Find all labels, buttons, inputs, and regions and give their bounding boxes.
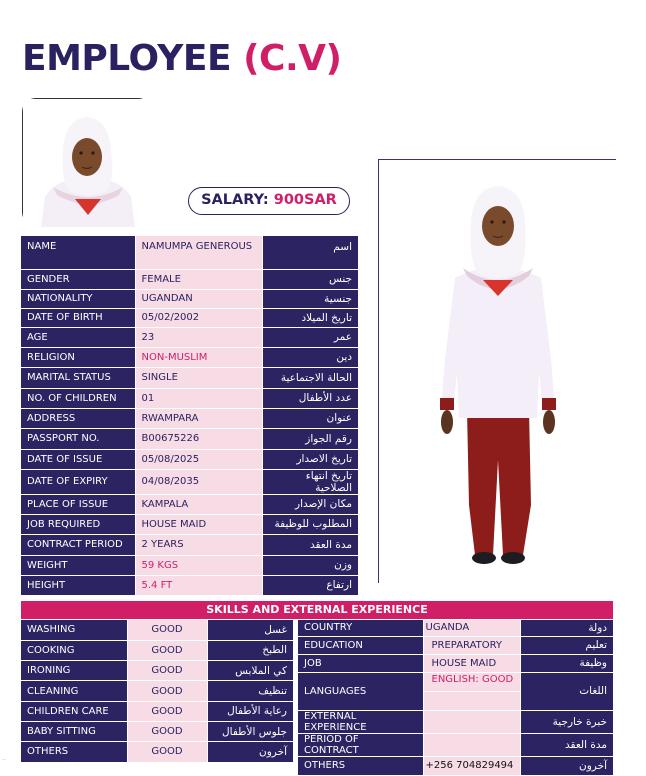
full-body-photo xyxy=(378,159,616,583)
info-arabic: دين xyxy=(262,347,358,367)
skill-label: OTHERS xyxy=(21,742,127,762)
portrait-image-icon xyxy=(23,99,153,227)
info-row-marital-status xyxy=(21,367,358,388)
skill-row xyxy=(21,721,293,741)
info-row-dob xyxy=(21,308,358,327)
info-label: WEIGHT xyxy=(21,555,135,575)
info-value: 59 KGS xyxy=(135,555,262,575)
info-label: CONTRACT PERIOD xyxy=(21,534,135,555)
skill-value: GOOD xyxy=(127,620,207,640)
info-row-nationality xyxy=(21,289,358,308)
info-value: B00675226 xyxy=(135,428,262,449)
skill-value: GOOD xyxy=(127,681,207,701)
info-label: NATIONALITY xyxy=(21,289,135,308)
info-arabic: عنوان xyxy=(262,408,358,428)
experience-value: HOUSE MAID xyxy=(423,654,520,672)
experience-value-cell xyxy=(423,672,520,710)
info-row-contract-period xyxy=(21,534,358,555)
experience-row-job xyxy=(298,654,613,672)
info-value: 05/08/2025 xyxy=(135,449,262,469)
info-value: HOUSE MAID xyxy=(135,514,262,534)
info-arabic: تاريخ انتهاء الصلاحية xyxy=(262,469,358,494)
info-row-height xyxy=(21,575,358,595)
skill-row xyxy=(21,640,293,660)
info-value: 04/08/2035 xyxy=(135,469,262,494)
skill-arabic: آخرون xyxy=(207,742,293,762)
info-arabic: الحالة الاجتماعية xyxy=(262,367,358,388)
info-label: NO. OF CHILDREN xyxy=(21,388,135,408)
skill-arabic: تنظيف xyxy=(207,681,293,701)
experience-label: PERIOD OF CONTRACT xyxy=(298,733,423,756)
info-arabic: مكان الإصدار xyxy=(262,494,358,514)
experience-arabic: آخرون xyxy=(520,756,613,775)
experience-table xyxy=(298,620,613,776)
skill-arabic: رعاية الأطفال xyxy=(207,701,293,721)
experience-value xyxy=(423,710,520,733)
skill-arabic: الطبخ xyxy=(207,640,293,660)
experience-row-education xyxy=(298,636,613,654)
info-arabic: عمر xyxy=(262,327,358,347)
info-arabic: جنسية xyxy=(262,289,358,308)
experience-arabic: اللغات xyxy=(520,672,613,710)
info-value: 23 xyxy=(135,327,262,347)
info-value: NON-MUSLIM xyxy=(135,347,262,367)
info-arabic: المطلوب للوظيفة xyxy=(262,514,358,534)
info-value: KAMPALA xyxy=(135,494,262,514)
info-arabic: تاريخ الميلاد xyxy=(262,308,358,327)
info-row-name xyxy=(21,236,358,269)
experience-row-others xyxy=(298,756,613,775)
info-value: 2 YEARS xyxy=(135,534,262,555)
info-row-weight xyxy=(21,555,358,575)
info-arabic: وزن xyxy=(262,555,358,575)
info-label: DATE OF ISSUE xyxy=(21,449,135,469)
info-label: HEIGHT xyxy=(21,575,135,595)
info-arabic: عدد الأطفال xyxy=(262,388,358,408)
experience-arabic: وظيفة xyxy=(520,654,613,672)
full-body-image-icon xyxy=(379,160,617,584)
experience-label: LANGUAGES xyxy=(298,672,423,710)
info-label: JOB REQUIRED xyxy=(21,514,135,534)
skill-row xyxy=(21,742,293,762)
experience-value: UGANDA xyxy=(423,620,520,636)
info-row-gender xyxy=(21,269,358,289)
info-arabic: تاريخ الاصدار xyxy=(262,449,358,469)
info-label: MARITAL STATUS xyxy=(21,367,135,388)
experience-row-languages xyxy=(298,672,613,710)
experience-row-period xyxy=(298,733,613,756)
experience-label: JOB xyxy=(298,654,423,672)
info-label: GENDER xyxy=(21,269,135,289)
info-label: RELIGION xyxy=(21,347,135,367)
skill-label: CHILDREN CARE xyxy=(21,701,127,721)
skills-section-heading: SKILLS AND EXTERNAL EXPERIENCE xyxy=(21,601,613,619)
page-title xyxy=(22,38,341,79)
info-arabic: ارتفاع xyxy=(262,575,358,595)
info-label: DATE OF EXPIRY xyxy=(21,469,135,494)
skill-label: COOKING xyxy=(21,640,127,660)
salary-badge xyxy=(188,187,350,215)
page-marker: ·· xyxy=(2,757,6,764)
skill-value: GOOD xyxy=(127,721,207,741)
experience-value: PREPARATORY xyxy=(423,636,520,654)
skills-table xyxy=(21,620,293,763)
info-arabic: مدة العقد xyxy=(262,534,358,555)
info-row-children xyxy=(21,388,358,408)
skill-row xyxy=(21,620,293,640)
experience-arabic: مدة العقد xyxy=(520,733,613,756)
title-accent: (C.V) xyxy=(243,38,342,79)
experience-label: EXTERNAL EXPERIENCE xyxy=(298,710,423,733)
info-value: UGANDAN xyxy=(135,289,262,308)
skill-row xyxy=(21,681,293,701)
info-label: DATE OF BIRTH xyxy=(21,308,135,327)
info-label: NAME xyxy=(21,236,135,269)
info-label: AGE xyxy=(21,327,135,347)
skill-row xyxy=(21,701,293,721)
info-value: FEMALE xyxy=(135,269,262,289)
language-second xyxy=(424,691,522,709)
salary-label: SALARY: xyxy=(201,192,269,208)
skill-label: BABY SITTING xyxy=(21,721,127,741)
experience-arabic: خبرة خارجية xyxy=(520,710,613,733)
skill-value: GOOD xyxy=(127,701,207,721)
info-row-date-of-expiry xyxy=(21,469,358,494)
experience-label: EDUCATION xyxy=(298,636,423,654)
personal-info-table xyxy=(21,236,358,596)
info-row-place-of-issue xyxy=(21,494,358,514)
skill-arabic: غسل xyxy=(207,620,293,640)
info-value: 5.4 FT xyxy=(135,575,262,595)
experience-arabic: دولة xyxy=(520,620,613,636)
experience-value xyxy=(423,733,520,756)
info-label: PLACE OF ISSUE xyxy=(21,494,135,514)
skill-label: IRONING xyxy=(21,661,127,681)
info-row-address xyxy=(21,408,358,428)
experience-label: OTHERS xyxy=(298,756,423,775)
portrait-photo xyxy=(22,98,152,226)
phone-number: +256 704829494 xyxy=(423,756,520,775)
experience-arabic: تعليم xyxy=(520,636,613,654)
experience-row-country xyxy=(298,620,613,636)
info-row-job-required xyxy=(21,514,358,534)
experience-row-external xyxy=(298,710,613,733)
info-label: PASSPORT NO. xyxy=(21,428,135,449)
info-row-religion xyxy=(21,347,358,367)
info-value: 01 xyxy=(135,388,262,408)
info-value: 05/02/2002 xyxy=(135,308,262,327)
skill-value: GOOD xyxy=(127,640,207,660)
info-arabic: اسم xyxy=(262,236,358,269)
skill-value: GOOD xyxy=(127,742,207,762)
skill-arabic: كي الملابس xyxy=(207,661,293,681)
info-row-passport xyxy=(21,428,358,449)
skill-label: CLEANING xyxy=(21,681,127,701)
salary-amount: 900SAR xyxy=(273,192,337,208)
language-english: ENGLISH: GOOD xyxy=(431,673,514,685)
info-arabic: جنس xyxy=(262,269,358,289)
info-row-date-of-issue xyxy=(21,449,358,469)
info-label: ADDRESS xyxy=(21,408,135,428)
info-value: RWAMPARA xyxy=(135,408,262,428)
skill-value: GOOD xyxy=(127,661,207,681)
skill-label: WASHING xyxy=(21,620,127,640)
info-arabic: رقم الجواز xyxy=(262,428,358,449)
info-value: NAMUMPA GENEROUS xyxy=(135,236,262,269)
info-value: SINGLE xyxy=(135,367,262,388)
experience-label: COUNTRY xyxy=(298,620,423,636)
info-row-age xyxy=(21,327,358,347)
skill-row xyxy=(21,661,293,681)
title-main: EMPLOYEE xyxy=(22,38,232,79)
skill-arabic: جلوس الأطفال xyxy=(207,721,293,741)
